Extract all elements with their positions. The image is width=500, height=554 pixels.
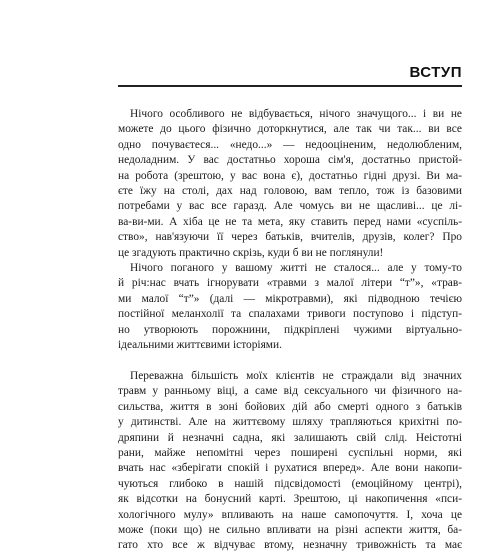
text-line: Нічого особливого не відбувається, нічого значущого... і ви не <box>130 108 462 120</box>
header-rule <box>118 85 462 87</box>
text-line: на робота (зрештою, у вас вона є), достатньо гідні друзі. Ви ма- <box>118 169 462 182</box>
text-line: у дитинстві. Але на життєвому шляху трапляються крихітні по- <box>118 416 462 429</box>
text-line: ми малої “т”» (далі — мікротравми), які підводною течією <box>118 292 462 305</box>
text-line: рани, майже непомітні через поширені суспільні норми, які <box>118 446 462 459</box>
paragraph-3 <box>118 369 462 554</box>
text-line: може (поки що) не сильно впливати на різні аспекти життя, ба- <box>118 523 462 536</box>
chapter-title: ВСТУП <box>409 64 462 81</box>
paragraph-2 <box>118 261 462 353</box>
text-line: чуються глибоко в нашій підсвідомості (емоційному центрі), <box>118 477 462 490</box>
text-line: як відсотки на бонусний карті. Зрештою, ці накопичення «пси- <box>118 493 462 506</box>
text-line: вчать нас «зберігати спокій і рухатися вперед». Але вони накопи- <box>118 462 462 475</box>
body-text <box>118 107 462 554</box>
text-line: гато хто все ж відчуває втому, незначну тривожність та має <box>118 539 462 552</box>
text-line: но утворюють порожнини, підкріплені чужими віртуально- <box>118 323 462 336</box>
text-line: дряпини й незначні садна, які залишають свій слід. Неістотні <box>118 431 462 444</box>
text-line: потребами у вас все гаразд. Але чомусь ви не щасливі... це лі- <box>118 200 462 213</box>
text-line: Нічого поганого у вашому житті не сталося... але у тому-то <box>130 262 462 275</box>
text-line: це згадують практично скрізь, куди б ви не поглянули! <box>118 246 384 259</box>
text-line: єте їжу на столі, дах над головою, вам тепло, тож із базовими <box>118 185 462 198</box>
text-line: ва-ви-ми. А хіба це не та мета, яку ставить перед нами «суспіль- <box>118 215 462 228</box>
text-line: Переважна більшість моїх клієнтів не страждали від значних <box>130 369 462 382</box>
text-line: сильства, життя в зоні бойових дій або смерті одного з батьків <box>118 400 462 413</box>
text-line: постійної меланхолії та спалахами тривоги поступово і підступ- <box>118 308 462 321</box>
text-line: ство», нав'язуючи її через батьків, вчителів, друзів, колег? Про <box>118 231 462 244</box>
text-line: можете до цього фізично доторкнутися, але так чи так... ви все <box>118 123 462 136</box>
text-line: недоладним. У вас достатньо хороша сім'я, достатньо пристой- <box>118 154 462 167</box>
text-line: одно почуваєтеся... «недо...» — недооціненим, недолюбленим, <box>118 138 462 151</box>
text-line: травм у ранньому віці, а саме від сексуального чи фізичного на- <box>118 385 462 398</box>
text-line: хологічного мулу» впливають на наше самопочуття. І, хоча це <box>118 508 462 521</box>
paragraph-1 <box>118 107 462 261</box>
text-line: й річ:нас вчать ігнорувати «травми з малої літери “т”», «трав- <box>118 277 462 290</box>
text-line: ідеальними життєвими історіями. <box>118 339 282 352</box>
